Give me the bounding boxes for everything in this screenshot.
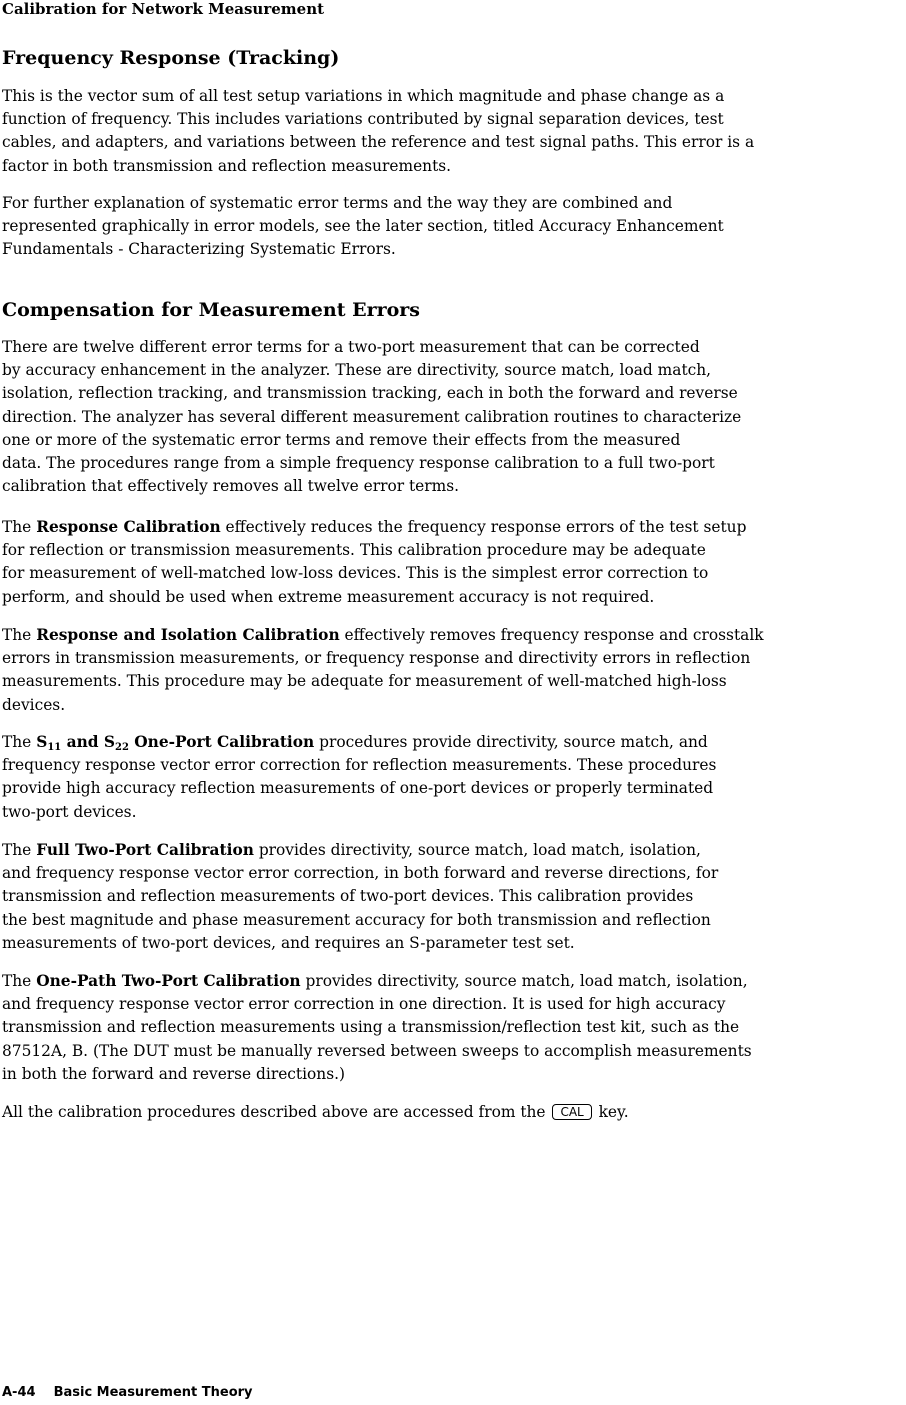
- text-line: errors in transmission measurements, or frequency response and directivity errors in reflection: [2, 649, 751, 668]
- text-line: [2, 516, 906, 539]
- text-line: devices.: [2, 695, 66, 714]
- text-fragment: The: [2, 626, 37, 644]
- text-line: provide high accuracy reflection measurements of one-port devices or properly terminated: [2, 779, 714, 798]
- text-line: perform, and should be used when extreme measurement accuracy is not required.: [2, 587, 655, 606]
- term-response-isolation-calibration: Response and Isolation Calibration: [36, 626, 340, 644]
- text-fragment: One-Port Calibration: [128, 733, 315, 751]
- running-header: Calibration for Network Measurement: [2, 0, 325, 18]
- text-line: one or more of the systematic error terms and remove their effects from the measured: [2, 430, 681, 449]
- text-line: [2, 624, 906, 647]
- term-response-calibration: Response Calibration: [36, 518, 221, 536]
- paragraph-frequency-response: [2, 85, 906, 178]
- term-full-two-port-calibration: Full Two-Port Calibration: [36, 841, 254, 859]
- text-line: for measurement of well-matched low-loss devices. This is the simplest error correction to: [2, 564, 709, 583]
- subscript-22: 22: [115, 742, 129, 753]
- text-fragment: The: [2, 841, 37, 859]
- section-heading-compensation: Compensation for Measurement Errors: [2, 299, 420, 321]
- text-fragment: effectively removes frequency response and crosstalk: [339, 626, 764, 644]
- text-fragment: key.: [593, 1103, 629, 1121]
- text-line: 87512A, B. (The DUT must be manually reversed between sweeps to accomplish measurements: [2, 1041, 752, 1060]
- text-line: represented graphically in error models, see the later section, titled Accuracy Enhancement: [2, 217, 724, 236]
- text-fragment: provides directivity, source match, load match, isolation,: [253, 841, 701, 859]
- text-line: There are twelve different error terms for a two-port measurement that can be corrected: [2, 338, 700, 356]
- paragraph-cal-key: [2, 1101, 906, 1124]
- text-line: [2, 970, 906, 993]
- text-line: in both the forward and reverse directions.): [2, 1064, 345, 1083]
- cal-key: CAL: [552, 1104, 591, 1120]
- text-line: transmission and reflection measurements using a transmission/reflection test kit, such as the: [2, 1018, 740, 1037]
- text-line: isolation, reflection tracking, and transmission tracking, each in both the forward and reverse: [2, 384, 738, 403]
- subscript-11: 11: [47, 742, 62, 753]
- paragraph-full-two-port-calibration: [2, 839, 906, 955]
- paragraph-response-isolation-calibration: [2, 624, 906, 717]
- paragraph-one-path-two-port-calibration: [2, 970, 906, 1086]
- text-line: Fundamentals - Characterizing Systematic Errors.: [2, 240, 396, 259]
- paragraph-twelve-error-terms: [2, 336, 906, 498]
- text-line: and frequency response vector error correction, in both forward and reverse directions, for: [2, 864, 719, 883]
- text-line: data. The procedures range from a simple frequency response calibration to a full two-port: [2, 454, 715, 473]
- chapter-title: Basic Measurement Theory: [53, 1385, 253, 1400]
- term-one-port-calibration: [36, 733, 314, 751]
- text-line: [2, 1101, 906, 1124]
- text-line: for reflection or transmission measurements. This calibration procedure may be adequate: [2, 541, 706, 560]
- text-line: frequency response vector error correction for reflection measurements. These procedures: [2, 756, 717, 775]
- text-line: [2, 839, 906, 862]
- text-fragment: and S: [61, 733, 115, 751]
- s-parameter-symbol: S: [36, 733, 48, 751]
- text-line: two-port devices.: [2, 802, 137, 821]
- text-line: the best magnitude and phase measurement accuracy for both transmission and reflection: [2, 910, 711, 929]
- section-heading-frequency-response: Frequency Response (Tracking): [2, 47, 340, 69]
- text-line: transmission and reflection measurements of two-port devices. This calibration provides: [2, 887, 694, 906]
- text-line: factor in both transmission and reflection measurements.: [2, 156, 452, 175]
- text-fragment: provides directivity, source match, load match, isolation,: [300, 972, 748, 990]
- text-fragment: The: [2, 733, 37, 751]
- text-line: direction. The analyzer has several different measurement calibration routines to characterize: [2, 407, 742, 426]
- text-line: This is the vector sum of all test setup variations in which magnitude and phase change as a: [2, 87, 725, 105]
- text-fragment: All the calibration procedures described above are accessed from the: [2, 1103, 551, 1121]
- text-fragment: The: [2, 972, 37, 990]
- text-fragment: effectively reduces the frequency response errors of the test setup: [220, 518, 747, 536]
- page-number: A-44: [2, 1385, 36, 1400]
- paragraph-response-calibration: [2, 516, 906, 609]
- text-line: For further explanation of systematic error terms and the way they are combined and: [2, 194, 673, 212]
- text-line: and frequency response vector error correction in one direction. It is used for high accuracy: [2, 995, 726, 1014]
- text-line: calibration that effectively removes all twelve error terms.: [2, 477, 460, 496]
- text-line: measurements of two-port devices, and requires an S-parameter test set.: [2, 933, 575, 952]
- text-line: [2, 731, 906, 754]
- term-one-path-two-port-calibration: One-Path Two-Port Calibration: [36, 972, 301, 990]
- paragraph-further-explanation: [2, 192, 906, 262]
- text-fragment: The: [2, 518, 37, 536]
- paragraph-one-port-calibration: [2, 731, 906, 824]
- text-fragment: procedures provide directivity, source match, and: [314, 733, 708, 751]
- text-line: measurements. This procedure may be adequate for measurement of well-matched high-loss: [2, 672, 727, 691]
- page-footer: [2, 1385, 253, 1401]
- text-line: cables, and adapters, and variations between the reference and test signal paths. This error is a: [2, 133, 755, 152]
- text-line: by accuracy enhancement in the analyzer. These are directivity, source match, load match,: [2, 361, 712, 380]
- text-line: function of frequency. This includes variations contributed by signal separation devices, test: [2, 110, 724, 129]
